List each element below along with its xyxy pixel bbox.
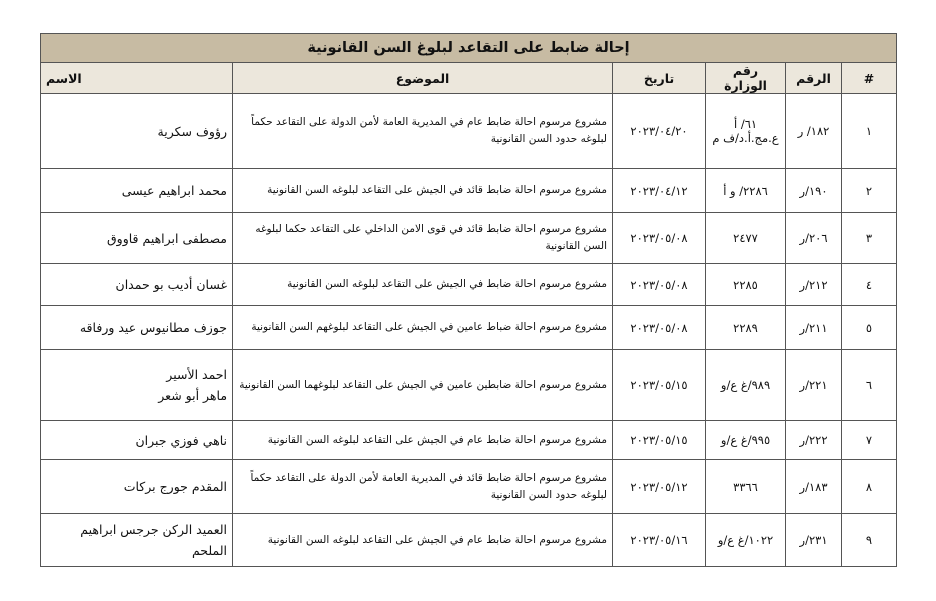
header-name: الاسم: [41, 63, 233, 94]
row-number: ٨: [842, 460, 897, 514]
header-date: تاريخ: [613, 63, 706, 94]
row-ministry-ref: [706, 421, 786, 460]
header-subject: الموضوع: [233, 63, 613, 94]
row-number: ٢: [842, 169, 897, 213]
row-date: ٢٠٢٣/٠٥/٠٨: [613, 213, 706, 264]
row-name: [41, 460, 233, 514]
decrees-table: [40, 33, 897, 567]
row-subject: مشروع مرسوم احالة ضباط عامين في الجيش على التقاعد لبلوغهم السن القانونية: [233, 306, 613, 350]
row-ministry-ref: [706, 306, 786, 350]
row-ministry-ref: [706, 460, 786, 514]
row-name: [41, 306, 233, 350]
row-number: ٥: [842, 306, 897, 350]
row-ref: ٢١١/ر: [786, 306, 842, 350]
row-ministry-ref: [706, 264, 786, 306]
row-date: ٢٠٢٣/٠٥/٠٨: [613, 306, 706, 350]
table-row: [41, 213, 897, 264]
header-ref: الرقم: [786, 63, 842, 94]
row-ref: ٢٢٢/ر: [786, 421, 842, 460]
row-ref: ١٨٢/ ر: [786, 94, 842, 169]
name-line: احمد الأسير: [166, 367, 228, 382]
name-line: ناهي فوزي جبران: [135, 432, 228, 448]
row-number: ٧: [842, 421, 897, 460]
row-number: ٩: [842, 514, 897, 567]
row-ref: ١٩٠/ر: [786, 169, 842, 213]
row-subject: مشروع مرسوم احالة ضابط عام في الجيش على التقاعد لبلوغه السن القانونية: [233, 421, 613, 460]
table-title: إحالة ضابط على التقاعد لبلوغ السن القانونية: [41, 34, 897, 63]
name-line: المقدم جورج بركات: [123, 479, 228, 494]
row-subject: مشروع مرسوم احالة ضابط قائد في قوى الامن الداخلي على التقاعد حكما لبلوغه السن القانونية: [233, 213, 613, 264]
ministry-ref-line: ٢٤٧٧: [733, 231, 758, 245]
header-num: #: [842, 63, 897, 94]
row-date: ٢٠٢٣/٠٥/١٦: [613, 514, 706, 567]
row-subject: مشروع مرسوم احالة ضابط قائد في الجيش على التقاعد لبلوغه السن القانونية: [233, 169, 613, 213]
ministry-ref-line: ١٠٢٢/غ ع/و: [717, 533, 774, 547]
row-ref: ٢٣١/ر: [786, 514, 842, 567]
name-line: العميد الركن جرجس ابراهيم الملحم: [80, 522, 228, 558]
table-row: [41, 306, 897, 350]
table-row: [41, 460, 897, 514]
row-subject: مشروع مرسوم احالة ضابط في الجيش على التقاعد لبلوغه السن القانونية: [233, 264, 613, 306]
table-body: [41, 94, 897, 567]
row-date: ٢٠٢٣/٠٥/٠٨: [613, 264, 706, 306]
row-ministry-ref: [706, 350, 786, 421]
row-name: [41, 350, 233, 421]
row-ref: ٢١٢/ر: [786, 264, 842, 306]
row-name: [41, 213, 233, 264]
table-row: [41, 264, 897, 306]
row-number: ٣: [842, 213, 897, 264]
table-row: [41, 514, 897, 567]
name-line: ماهر أبو شعر: [158, 388, 228, 403]
row-ref: ٢٢١/ر: [786, 350, 842, 421]
title-row: [41, 34, 897, 63]
row-date: ٢٠٢٣/٠٥/١٢: [613, 460, 706, 514]
row-name: [41, 264, 233, 306]
ministry-ref-line: ٩٨٩/غ ع/و: [720, 378, 771, 392]
row-subject: مشروع مرسوم احالة ضابطين عامين في الجيش على التقاعد لبلوغهما السن القانونية: [233, 350, 613, 421]
row-number: ١: [842, 94, 897, 169]
ministry-ref-line: ٢٢٨٩: [733, 320, 758, 335]
row-name: [41, 514, 233, 567]
name-line: غسان أديب بو حمدان: [115, 277, 228, 292]
header-ministry-ref: رقم الوزارة: [706, 63, 786, 94]
row-subject: مشروع مرسوم احالة ضابط قائد في المديرية العامة لأمن الدولة على التقاعد حكماً لبلوغه حدود السن القانونية: [233, 460, 613, 514]
row-ref: ٢٠٦/ر: [786, 213, 842, 264]
row-ref: ١٨٣/ر: [786, 460, 842, 514]
name-line: مصطفى ابراهيم قاووق: [106, 230, 228, 246]
row-date: ٢٠٢٣/٠٤/٢٠: [613, 94, 706, 169]
row-name: [41, 94, 233, 169]
header-row: [41, 63, 897, 94]
row-date: ٢٠٢٣/٠٥/١٥: [613, 421, 706, 460]
table-row: [41, 94, 897, 169]
ministry-ref-line: ٣٣٦٦: [733, 479, 758, 494]
ministry-ref-line: ع.مج.أ.د/ف م: [712, 131, 779, 145]
row-ministry-ref: [706, 514, 786, 567]
row-number: ٤: [842, 264, 897, 306]
table-row: [41, 350, 897, 421]
ministry-ref-line: ٩٩٥/غ ع/و: [720, 433, 771, 447]
ministry-ref-line: ٢٢٨٦/ و أ: [723, 183, 768, 198]
row-ministry-ref: [706, 169, 786, 213]
table-row: [41, 169, 897, 213]
table-row: [41, 421, 897, 460]
name-line: محمد ابراهيم عيسى: [121, 183, 228, 198]
row-name: [41, 421, 233, 460]
ministry-ref-line: ٢٢٨٥: [733, 277, 758, 292]
row-ministry-ref: [706, 213, 786, 264]
row-date: ٢٠٢٣/٠٤/١٢: [613, 169, 706, 213]
row-subject: مشروع مرسوم احالة ضابط عام في الجيش على التقاعد لبلوغه السن القانونية: [233, 514, 613, 567]
row-date: ٢٠٢٣/٠٥/١٥: [613, 350, 706, 421]
row-number: ٦: [842, 350, 897, 421]
row-ministry-ref: [706, 94, 786, 169]
row-name: [41, 169, 233, 213]
ministry-ref-line: ٦١/ أ: [733, 117, 758, 131]
row-subject: مشروع مرسوم احالة ضابط عام في المديرية العامة لأمن الدولة على التقاعد حكماً لبلوغه حدود السن القانونية: [233, 94, 613, 169]
name-line: جوزف مطانيوس عيد ورفاقه: [79, 320, 228, 335]
name-line: رؤوف سكرية: [157, 123, 228, 139]
